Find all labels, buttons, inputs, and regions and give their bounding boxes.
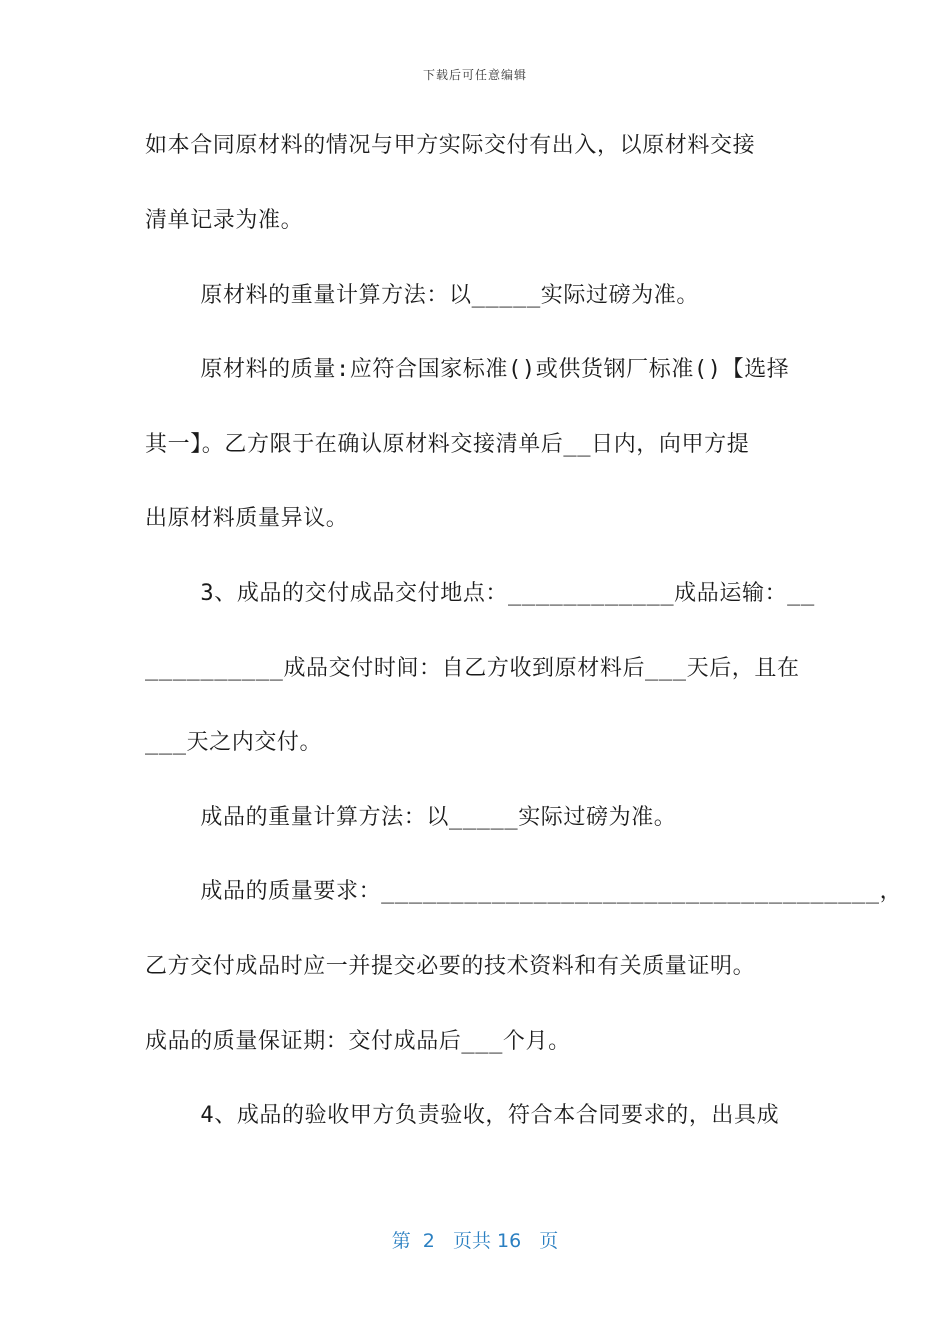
paragraph-line: 原材料的质量:应符合国家标准()或供货钢厂标准()【选择 bbox=[145, 357, 790, 382]
paragraph-line: 原材料的重量计算方法：以_____实际过磅为准。 bbox=[145, 283, 700, 308]
paragraph-line: 成品的质量保证期：交付成品后___个月。 bbox=[145, 1029, 571, 1054]
paragraph-line: 清单记录为准。 bbox=[145, 208, 304, 233]
page-header: 下载后可任意编辑 bbox=[422, 68, 527, 82]
page-footer: 第 2 页共 16 页 bbox=[391, 1230, 559, 1252]
paragraph-line: 成品的重量计算方法：以_____实际过磅为准。 bbox=[145, 805, 677, 830]
paragraph-line: 出原材料质量异议。 bbox=[145, 506, 349, 531]
paragraph-line: 其一】。乙方限于在确认原材料交接清单后__日内，向甲方提 bbox=[145, 432, 750, 457]
paragraph-line: ___天之内交付。 bbox=[145, 730, 323, 755]
paragraph-line: 如本合同原材料的情况与甲方实际交付有出入，以原材料交接 bbox=[145, 133, 756, 158]
paragraph-line: 成品的质量要求：____________________________________， bbox=[145, 879, 903, 904]
paragraph-line: __________成品交付时间：自乙方收到原材料后___天后，且在 bbox=[145, 656, 800, 681]
paragraph-line: 3、成品的交付成品交付地点：____________成品运输：__ bbox=[145, 581, 815, 606]
paragraph-line: 乙方交付成品时应一并提交必要的技术资料和有关质量证明。 bbox=[145, 954, 756, 979]
paragraph-line: 4、成品的验收甲方负责验收，符合本合同要求的，出具成 bbox=[145, 1103, 780, 1128]
